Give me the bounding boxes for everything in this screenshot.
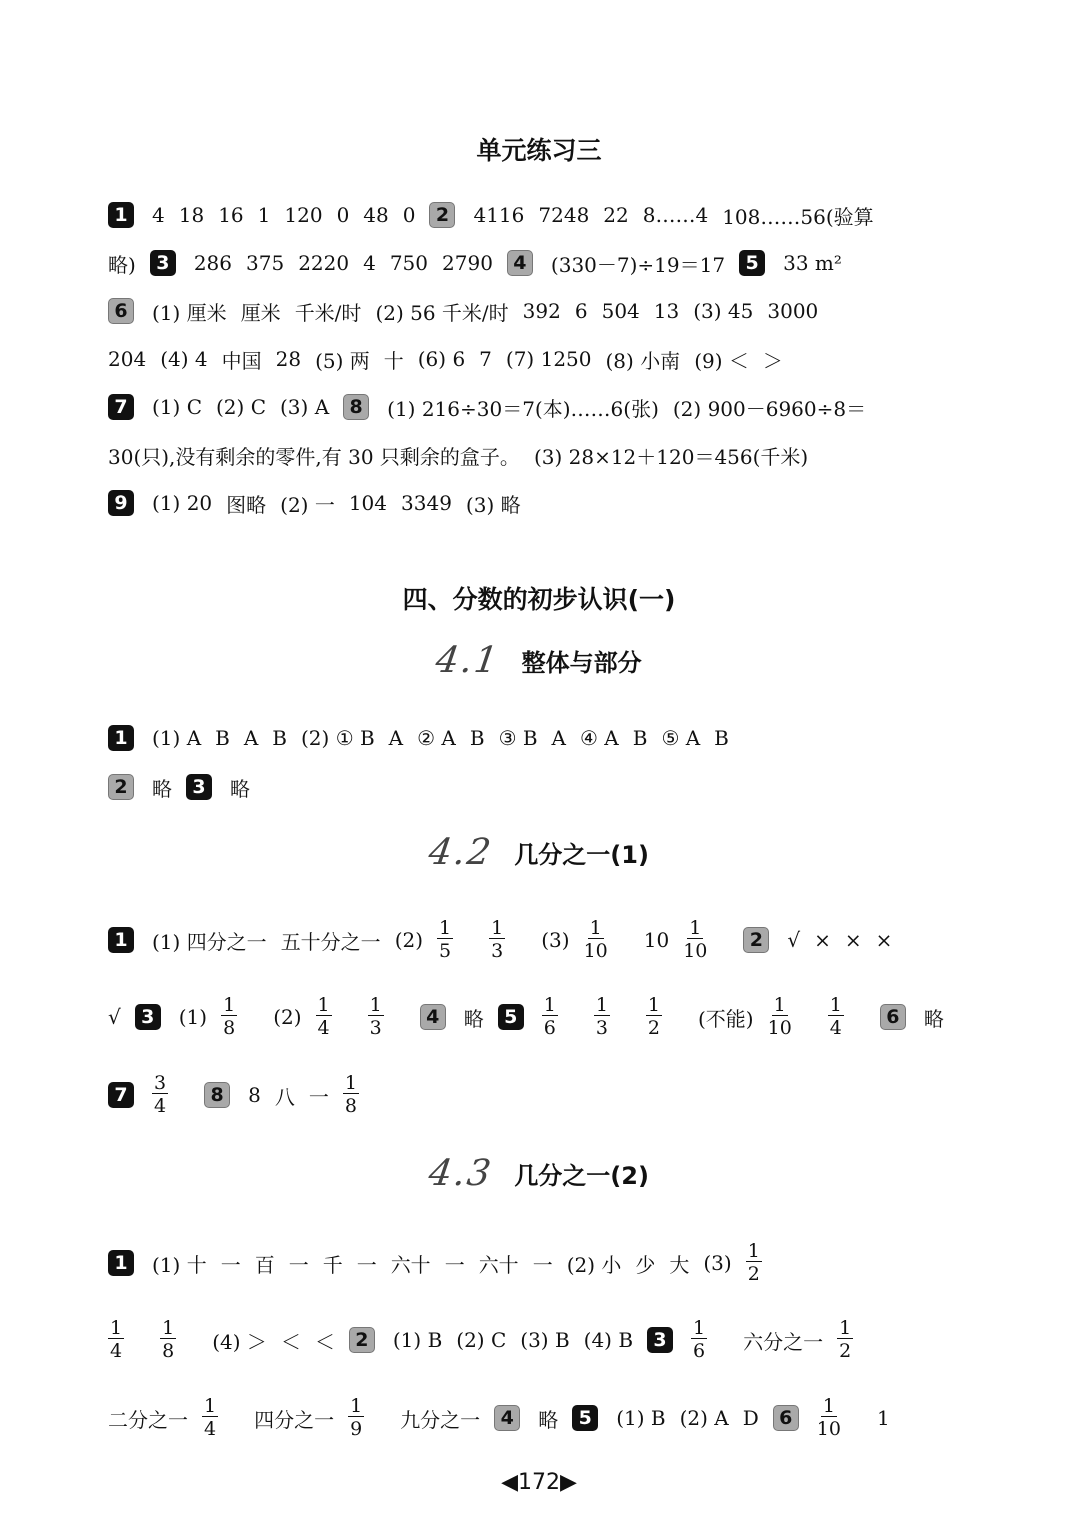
answer-text: (1) <box>178 1005 208 1029</box>
answer-text: (7) 1250 <box>505 347 592 371</box>
fraction: 1 4 <box>110 1317 123 1362</box>
question-number-badge: 3 <box>135 1004 161 1030</box>
question-number-badge: 2 <box>108 774 134 800</box>
answer-text: ＞ <box>762 348 783 373</box>
section-number: 4.1 <box>433 640 503 681</box>
fraction: 1 10 <box>816 1395 841 1440</box>
answer-text: B <box>469 726 485 750</box>
question-number-badge: 7 <box>108 394 134 420</box>
answer-text: (2) 小 <box>566 1252 622 1277</box>
fraction: 3 4 <box>154 1072 167 1117</box>
section-4-2-heading <box>0 832 1078 873</box>
answer-text: ＜ <box>314 1329 335 1354</box>
answer-text: 8 <box>248 1083 261 1107</box>
answer-text: 一 <box>444 1252 465 1277</box>
answer-text: 7 <box>479 347 492 371</box>
answer-line <box>108 1072 395 1117</box>
question-number-badge: 2 <box>429 202 455 228</box>
question-number-badge: 2 <box>349 1327 375 1353</box>
answer-text: 375 <box>246 251 285 275</box>
section-title: 几分之一(2) <box>514 1162 649 1190</box>
fraction: 1 10 <box>683 917 708 962</box>
answer-line <box>108 291 832 331</box>
answer-text: 30(只),没有剩余的零件,有 30 只剩余的盒子。 <box>108 444 520 469</box>
fraction: 1 9 <box>350 1395 363 1440</box>
fraction: 1 8 <box>223 994 236 1039</box>
answer-text: 28 <box>275 347 302 371</box>
answer-text: (1) 20 <box>152 491 213 515</box>
answer-text: (5) 两 <box>315 348 370 373</box>
answer-text: ＜ <box>280 1329 301 1354</box>
answer-text: 百 <box>254 1252 275 1277</box>
answer-text: 大 <box>669 1252 690 1277</box>
answer-text: (2) C <box>456 1328 507 1352</box>
answer-text: 7248 <box>538 203 590 227</box>
fraction: 1 3 <box>491 917 504 962</box>
answer-text: × <box>875 928 893 952</box>
fraction: 1 4 <box>829 994 842 1039</box>
question-number-badge: 4 <box>507 250 533 276</box>
answer-text: (3) B <box>520 1328 570 1352</box>
question-number-badge: 3 <box>647 1327 673 1353</box>
answer-text: (2) C <box>216 395 266 419</box>
question-number-badge: 8 <box>343 394 369 420</box>
answer-text: 6 <box>574 299 588 323</box>
answer-text: (2) ① B <box>301 726 375 750</box>
answer-text: (2) 一 <box>280 492 335 517</box>
answer-text: ④ A <box>580 726 619 750</box>
answer-text: 4116 <box>473 203 525 227</box>
answer-text: (3) 略 <box>465 492 521 517</box>
question-number-badge: 1 <box>108 927 134 953</box>
answer-text: B <box>632 726 648 750</box>
answer-text: 厘米 <box>240 300 281 325</box>
answer-text: B <box>272 726 287 750</box>
answer-text: 1 <box>257 203 271 227</box>
answer-text: 18 <box>178 203 205 227</box>
section-title: 整体与部分 <box>521 649 642 677</box>
answer-text: (1) 四分之一 <box>152 929 267 954</box>
answer-text: (4) 4 <box>160 347 208 371</box>
answer-text: 750 <box>389 251 429 275</box>
answer-text: 中国 <box>221 348 262 373</box>
answer-text: 0 <box>336 203 350 227</box>
question-number-badge: 6 <box>773 1405 799 1431</box>
answer-text: 120 <box>284 203 323 227</box>
question-number-badge: 8 <box>204 1082 230 1108</box>
question-number-badge: 2 <box>743 927 769 953</box>
answer-text: 五十分之一 <box>280 929 381 954</box>
answer-text: 4 <box>363 251 376 275</box>
answer-text: 33 m² <box>783 251 842 275</box>
answer-text: 204 <box>108 347 147 371</box>
answer-text: 10 <box>643 928 670 952</box>
unit-exercise-title: 单元练习三 <box>476 136 602 165</box>
answer-text: 104 <box>348 491 388 515</box>
fraction: 1 4 <box>204 1395 217 1440</box>
section-4-1-heading <box>0 640 1078 681</box>
answer-line <box>108 483 535 523</box>
answer-text: 四分之一 <box>254 1407 335 1432</box>
answer-text: 1 <box>876 1406 890 1430</box>
answer-text: √ <box>787 928 801 952</box>
answer-text: (3) 45 <box>693 299 754 323</box>
answer-line <box>108 718 743 758</box>
question-number-badge: 1 <box>108 725 134 751</box>
fraction: 1 2 <box>839 1317 852 1362</box>
answer-line <box>108 339 797 379</box>
answer-text: 略 <box>538 1407 559 1432</box>
answer-text: (1) C <box>152 395 202 419</box>
answer-text: × <box>844 928 862 952</box>
fraction: 1 4 <box>317 994 330 1039</box>
question-number-badge: 6 <box>108 298 134 324</box>
answer-text: × <box>814 928 831 952</box>
answer-line <box>108 1317 889 1362</box>
answer-text: 0 <box>402 203 416 227</box>
answer-text: D <box>742 1406 759 1430</box>
answer-text: 二分之一 <box>108 1407 188 1432</box>
answer-text: 略 <box>152 776 172 801</box>
question-number-badge: 5 <box>739 250 765 276</box>
answer-text: 略 <box>463 1006 484 1031</box>
section-4-3-heading <box>0 1153 1078 1194</box>
section-number: 4.2 <box>426 832 496 873</box>
question-number-badge: 1 <box>108 1250 134 1276</box>
page-number-value: 172 <box>518 1470 560 1495</box>
answer-text: (9) ＜ <box>694 348 749 373</box>
fraction: 1 5 <box>439 917 452 962</box>
answer-text: (2) <box>394 928 424 952</box>
answer-text: 一 <box>356 1252 377 1277</box>
question-number-badge: 7 <box>108 1082 134 1108</box>
answer-text: (3) A <box>280 395 330 419</box>
answer-text: (4) B <box>583 1328 634 1352</box>
answer-line <box>108 767 264 807</box>
answer-text: ② A <box>417 726 456 750</box>
answer-text: (2) <box>273 1005 302 1029</box>
answer-line <box>108 917 906 962</box>
answer-text: A <box>551 726 566 750</box>
answer-line <box>108 994 958 1039</box>
answer-text: 286 <box>193 251 232 275</box>
answer-text: (1) 216÷30＝7(本)……6(张) <box>387 396 659 421</box>
answer-line <box>108 1395 904 1440</box>
answer-text: (2) A <box>679 1406 729 1430</box>
answer-text: (2) 56 千米/时 <box>375 300 509 325</box>
answer-text: B <box>215 726 230 750</box>
answer-text: (1) B <box>616 1406 666 1430</box>
answer-line <box>108 243 856 283</box>
answer-text: 504 <box>601 299 640 323</box>
answer-text: 3349 <box>401 491 452 515</box>
answer-text: 略 <box>923 1006 944 1031</box>
question-number-badge: 5 <box>498 1004 524 1030</box>
question-number-badge: 4 <box>494 1405 520 1431</box>
answer-line <box>108 195 888 235</box>
fraction: 1 8 <box>344 1072 357 1117</box>
answer-text: 六十 <box>478 1252 519 1277</box>
answer-text: ⑤ A <box>661 726 701 750</box>
answer-text: (3) 28×12＋120＝456(千米) <box>533 444 809 469</box>
fraction: 1 8 <box>162 1317 175 1362</box>
answer-text: 六分之一 <box>743 1329 824 1354</box>
fraction: 1 2 <box>747 1240 760 1285</box>
answer-text: 4 <box>152 203 165 227</box>
chapter-title: 四、分数的初步认识(一) <box>402 585 676 614</box>
question-number-badge: 4 <box>420 1004 446 1030</box>
answer-text: 13 <box>653 299 680 323</box>
answer-text: 2220 <box>298 251 350 275</box>
answer-text: 六十 <box>390 1252 431 1277</box>
answer-text: √ <box>108 1005 121 1029</box>
answer-text: (不能) <box>698 1006 754 1031</box>
question-number-badge: 6 <box>880 1004 906 1030</box>
answer-text: 一 <box>308 1084 329 1109</box>
answer-text: 一 <box>532 1252 553 1277</box>
answer-text: 图略 <box>226 492 267 517</box>
fraction: 1 2 <box>647 994 660 1039</box>
answer-line <box>108 1240 798 1285</box>
answer-text: 八 <box>274 1084 295 1109</box>
fraction: 1 3 <box>369 994 382 1039</box>
answer-text: 一 <box>288 1252 309 1277</box>
answer-text: (8) 小南 <box>605 348 681 373</box>
question-number-badge: 5 <box>572 1405 598 1431</box>
section-number: 4.3 <box>426 1153 496 1194</box>
question-number-badge: 9 <box>108 490 134 516</box>
answer-text: 48 <box>363 203 389 227</box>
answer-text: 略) <box>108 252 136 277</box>
answer-text: 2790 <box>442 251 493 275</box>
answer-text: (1) A <box>152 726 202 750</box>
answer-text: (1) 厘米 <box>152 300 227 325</box>
answer-text: (4) ＞ <box>212 1329 267 1354</box>
section-title: 几分之一(1) <box>514 841 649 869</box>
answer-text: 16 <box>218 203 244 227</box>
answer-text: 十 <box>383 348 404 373</box>
answer-text: (3) <box>703 1251 732 1275</box>
answer-text: ③ B <box>498 726 538 750</box>
answer-text: 3000 <box>767 299 819 323</box>
fraction: 1 3 <box>595 994 608 1039</box>
question-number-badge: 1 <box>108 202 134 228</box>
answer-line <box>108 387 880 427</box>
fraction: 1 6 <box>543 994 556 1039</box>
answer-text: 392 <box>522 299 561 323</box>
answer-text: 九分之一 <box>400 1407 481 1432</box>
fraction: 1 10 <box>767 994 792 1039</box>
answer-text: (1) 十 <box>152 1252 207 1277</box>
answer-text: (3) <box>541 928 570 952</box>
page-number: ◀172▶ <box>501 1470 577 1495</box>
answer-line <box>108 435 822 475</box>
answer-text: (6) 6 <box>417 347 466 371</box>
answer-text: 108……56(验算 <box>722 204 874 229</box>
question-number-badge: 3 <box>150 250 176 276</box>
answer-text: (330－7)÷19＝17 <box>550 252 726 277</box>
answer-text: A <box>388 726 404 750</box>
question-number-badge: 3 <box>186 774 212 800</box>
answer-text: (1) B <box>392 1328 443 1352</box>
answer-text: 略 <box>230 776 250 801</box>
answer-text: (2) 900－6960÷8＝ <box>672 396 867 421</box>
answer-text: 少 <box>635 1252 656 1277</box>
answer-text: 一 <box>220 1252 241 1277</box>
answer-text: 22 <box>603 203 629 227</box>
answer-text: 千米/时 <box>294 300 362 325</box>
answer-text: 8……4 <box>642 203 709 227</box>
fraction: 1 6 <box>693 1317 706 1362</box>
answer-text: 千 <box>322 1252 343 1277</box>
answer-text: A <box>243 726 259 750</box>
answer-text: B <box>714 726 729 750</box>
fraction: 1 10 <box>583 917 608 962</box>
